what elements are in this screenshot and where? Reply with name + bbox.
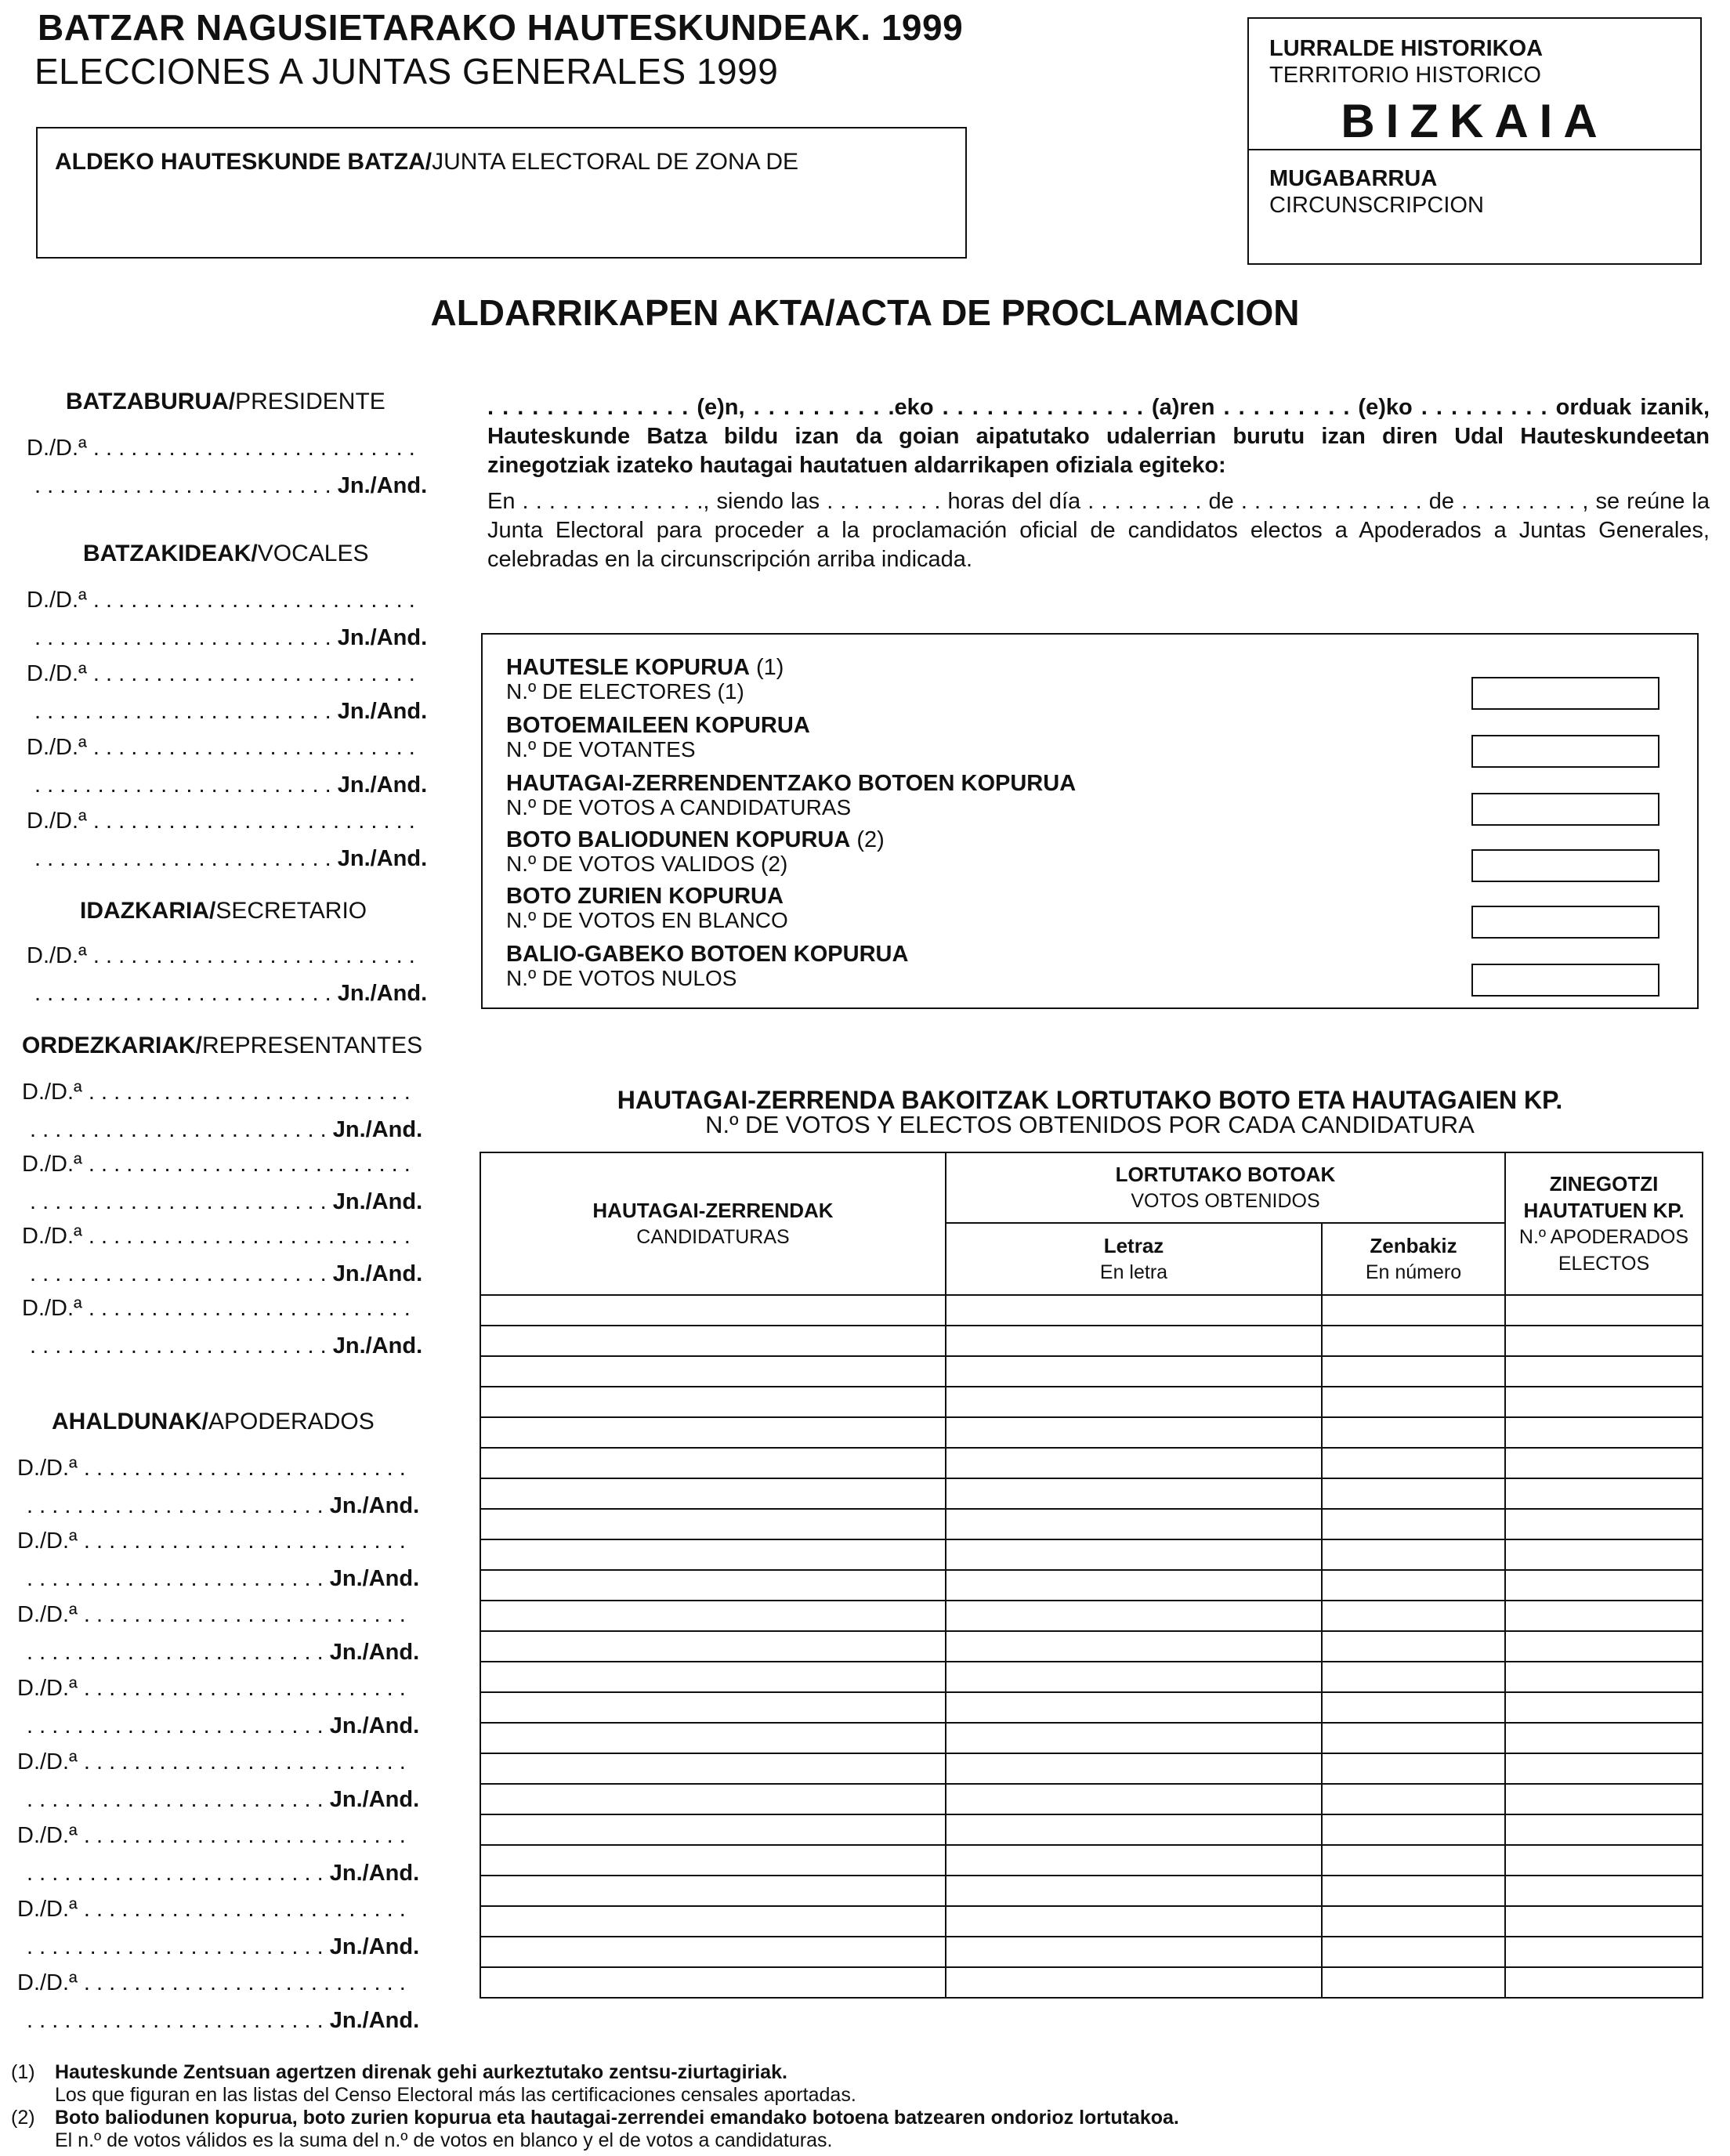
votos-letra-cell[interactable] [946, 1845, 1322, 1876]
signature-jn-label: Jn./And. [337, 699, 428, 724]
signature-jn-line[interactable] [27, 1861, 419, 1886]
intro-basque [487, 393, 1710, 480]
table-row [480, 1631, 1703, 1662]
signature-name-line[interactable]: D./D.ª . . . . . . . . . . . . . . . . . . . . . . . . . . [27, 588, 415, 613]
signature-jn-label: Jn./And. [329, 1566, 420, 1591]
votos-numero-cell[interactable] [1322, 1387, 1505, 1417]
footnote-1-es-line [11, 2084, 856, 2107]
title-basque: BATZAR NAGUSIETARAKO HAUTESKUNDEAK. 1999 [38, 7, 964, 48]
candidatura-cell[interactable] [480, 1295, 946, 1326]
signature-dots: . . . . . . . . . . . . . . . . . . . . . . . . [34, 625, 338, 650]
summary-value-field[interactable] [1471, 906, 1659, 939]
summary-label-es: N.º DE VOTOS EN BLANCO [506, 908, 788, 932]
votos-letra-cell[interactable] [946, 1570, 1322, 1601]
candidatura-cell[interactable] [480, 1417, 946, 1448]
candidatura-cell[interactable] [480, 1814, 946, 1845]
candidatura-cell[interactable] [480, 1784, 946, 1814]
summary-label-eu [506, 655, 784, 680]
votos-numero-cell[interactable] [1322, 1906, 1505, 1937]
header-letra-eu: Letraz [1103, 1234, 1164, 1257]
header-letra-es: En letra [1099, 1261, 1168, 1283]
signature-jn-line[interactable] [27, 1713, 419, 1739]
signature-jn-label: Jn./And. [329, 1493, 420, 1518]
table-row [480, 1967, 1703, 1998]
votos-letra-cell[interactable] [946, 1937, 1322, 1967]
votos-numero-cell[interactable] [1322, 1967, 1505, 1998]
territorio-name: BIZKAIA [1341, 95, 1609, 147]
table-row [480, 1539, 1703, 1570]
candidatura-cell[interactable] [480, 1387, 946, 1417]
signature-dots: . . . . . . . . . . . . . . . . . . . . . . . . [34, 473, 338, 498]
votes-table [480, 1152, 1703, 1999]
table-row [480, 1662, 1703, 1692]
table-row [480, 1387, 1703, 1417]
summary-label-eu-text: HAUTESLE KOPURUA [506, 655, 750, 680]
footnote-1 [11, 2061, 856, 2107]
territorio-box [1247, 17, 1702, 265]
table-row [480, 1601, 1703, 1631]
summary-label-eu [506, 884, 788, 909]
presidente-heading-es: PRESIDENTE [235, 389, 385, 414]
votos-numero-cell[interactable] [1322, 1784, 1505, 1814]
signature-jn-line[interactable] [34, 772, 427, 798]
vocales-heading [83, 541, 369, 567]
candidatura-cell[interactable] [480, 1662, 946, 1692]
header-candidaturas-eu: HAUTAGAI-ZERRENDAK [592, 1199, 834, 1222]
summary-value-field[interactable] [1471, 735, 1659, 768]
header-candidaturas [480, 1152, 946, 1295]
header-electos [1505, 1152, 1703, 1295]
candidatura-cell[interactable] [480, 1509, 946, 1539]
electos-cell[interactable] [1505, 1723, 1703, 1753]
summary-value-field[interactable] [1471, 793, 1659, 826]
signature-dots: . . . . . . . . . . . . . . . . . . . . . . . . [34, 981, 338, 1006]
representantes-heading [22, 1033, 422, 1059]
signature-jn-label: Jn./And. [332, 1117, 423, 1142]
footnote-2-number: (2) [11, 2107, 35, 2129]
votos-numero-cell[interactable] [1322, 1509, 1505, 1539]
candidatura-cell[interactable] [480, 1692, 946, 1723]
votos-letra-cell[interactable] [946, 1326, 1322, 1356]
table-row [480, 1753, 1703, 1784]
votos-letra-cell[interactable] [946, 1295, 1322, 1326]
votos-letra-cell[interactable] [946, 1601, 1322, 1631]
votos-letra-cell[interactable] [946, 1356, 1322, 1387]
electos-cell[interactable] [1505, 1387, 1703, 1417]
zona-label-eu: ALDEKO HAUTESKUNDE BATZA/ [55, 149, 432, 175]
signature-dots: . . . . . . . . . . . . . . . . . . . . . . . . [30, 1261, 333, 1286]
electos-cell[interactable] [1505, 1876, 1703, 1906]
summary-label-eu-note: (2) [850, 827, 885, 852]
signature-dots: . . . . . . . . . . . . . . . . . . . . . . . . [27, 1640, 330, 1665]
electos-cell[interactable] [1505, 1295, 1703, 1326]
table-row [480, 1692, 1703, 1723]
zona-label [55, 149, 798, 175]
signature-dots: . . . . . . . . . . . . . . . . . . . . . . . . [27, 1787, 330, 1812]
signature-dots: . . . . . . . . . . . . . . . . . . . . . . . . [30, 1189, 333, 1214]
acta-title: ALDARRIKAPEN AKTA/ACTA DE PROCLAMACION [430, 292, 1300, 333]
table-row [480, 1937, 1703, 1967]
signature-dots: . . . . . . . . . . . . . . . . . . . . . . . . [30, 1333, 333, 1358]
circunscripcion-label-es: CIRCUNSCRIPCION [1269, 193, 1484, 218]
electos-cell[interactable] [1505, 1356, 1703, 1387]
table-row [480, 1876, 1703, 1906]
signature-jn-line[interactable] [30, 1117, 422, 1143]
candidatura-cell[interactable] [480, 1356, 946, 1387]
footnote-2-eu-line [11, 2107, 1179, 2129]
vocales-heading-eu: BATZAKIDEAK/ [83, 541, 258, 566]
table-row [480, 1570, 1703, 1601]
candidatura-cell[interactable] [480, 1937, 946, 1967]
signature-dots: . . . . . . . . . . . . . . . . . . . . . . . . [34, 772, 338, 798]
zona-label-es: JUNTA ELECTORAL DE ZONA DE [432, 149, 798, 175]
votos-letra-cell[interactable] [946, 1753, 1322, 1784]
candidatura-cell[interactable] [480, 1478, 946, 1509]
electos-cell[interactable] [1505, 1539, 1703, 1570]
apoderados-heading-es: APODERADOS [208, 1409, 375, 1434]
intro-spanish-text: En . . . . . . . . . . . . . ., siendo las . . . . . . . . . horas del día . . . . . . . . . de . . . . . . . . . . . . . . de . . . . . . . . . , se reúne la Junta Electoral para proceder a la proclamación oficial de candidatos electos a Apoderados a Juntas Generales, celebradas en la circunscripción arriba indicada. [487, 489, 1710, 572]
signature-name-line[interactable]: D./D.ª . . . . . . . . . . . . . . . . . . . . . . . . . . [27, 943, 415, 968]
votos-numero-cell[interactable] [1322, 1417, 1505, 1448]
candidatura-cell[interactable] [480, 1845, 946, 1876]
signature-jn-label: Jn./And. [337, 473, 428, 498]
votos-letra-cell[interactable] [946, 1539, 1322, 1570]
header-electos-es-1: N.º APODERADOS [1518, 1226, 1689, 1248]
votos-numero-cell[interactable] [1322, 1845, 1505, 1876]
header-en-letra [946, 1223, 1322, 1295]
votos-letra-cell[interactable] [946, 1662, 1322, 1692]
votos-letra-cell[interactable] [946, 1509, 1322, 1539]
summary-label-eu-text: BOTO ZURIEN KOPURUA [506, 884, 784, 909]
signature-jn-line[interactable] [27, 2008, 419, 2034]
footnote-2-es: El n.º de votos válidos es la suma del n.º de votos en blanco y el de votos a candidaturas. [55, 2129, 833, 2151]
header-numero-es: En número [1365, 1261, 1462, 1283]
signature-dots: . . . . . . . . . . . . . . . . . . . . . . . . [27, 1713, 330, 1738]
summary-box [481, 633, 1699, 1009]
votos-letra-cell[interactable] [946, 1631, 1322, 1662]
votos-letra-cell[interactable] [946, 1814, 1322, 1845]
candidatura-cell[interactable] [480, 1539, 946, 1570]
header-electos-eu-2: HAUTATUEN KP. [1523, 1199, 1685, 1222]
electos-cell[interactable] [1505, 1326, 1703, 1356]
signature-jn-line[interactable] [27, 1566, 419, 1592]
signature-jn-line[interactable] [27, 1640, 419, 1666]
summary-label-es: N.º DE VOTOS VALIDOS (2) [506, 852, 788, 876]
electos-cell[interactable] [1505, 1570, 1703, 1601]
votos-numero-cell[interactable] [1322, 1814, 1505, 1845]
signature-jn-label: Jn./And. [337, 625, 428, 650]
electos-cell[interactable] [1505, 1662, 1703, 1692]
footnote-1-eu-line [11, 2061, 856, 2084]
footnote-1-number: (1) [11, 2061, 35, 2083]
secretario-heading-es: SECRETARIO [215, 898, 367, 924]
signature-name-line[interactable]: D./D.ª . . . . . . . . . . . . . . . . . . . . . . . . . . [22, 1080, 411, 1105]
electos-cell[interactable] [1505, 1417, 1703, 1448]
summary-item [506, 942, 908, 990]
votos-letra-cell[interactable] [946, 1478, 1322, 1509]
signature-dots: . . . . . . . . . . . . . . . . . . . . . . . . [27, 1493, 330, 1518]
header-votos-es: VOTOS OBTENIDOS [1131, 1190, 1320, 1212]
candidatura-cell[interactable] [480, 1601, 946, 1631]
electos-cell[interactable] [1505, 1784, 1703, 1814]
votos-numero-cell[interactable] [1322, 1448, 1505, 1478]
summary-label-es: N.º DE ELECTORES (1) [506, 679, 744, 704]
header-electos-es-2: ELECTOS [1558, 1253, 1650, 1275]
candidatura-cell[interactable] [480, 1326, 946, 1356]
signature-name-line[interactable]: D./D.ª . . . . . . . . . . . . . . . . . . . . . . . . . . [27, 661, 415, 686]
title-spanish: ELECCIONES A JUNTAS GENERALES 1999 [34, 51, 779, 92]
votos-letra-cell[interactable] [946, 1723, 1322, 1753]
table-row [480, 1509, 1703, 1539]
votos-numero-cell[interactable] [1322, 1631, 1505, 1662]
signature-name-line[interactable]: D./D.ª . . . . . . . . . . . . . . . . . . . . . . . . . . [27, 808, 415, 834]
signature-name-line[interactable]: D./D.ª . . . . . . . . . . . . . . . . . . . . . . . . . . [27, 436, 415, 461]
electos-cell[interactable] [1505, 1448, 1703, 1478]
electos-cell[interactable] [1505, 1937, 1703, 1967]
summary-label-eu [506, 771, 1076, 796]
signature-name-line[interactable]: D./D.ª . . . . . . . . . . . . . . . . . . . . . . . . . . [17, 1528, 406, 1554]
votos-letra-cell[interactable] [946, 1448, 1322, 1478]
header-numero-eu: Zenbakiz [1370, 1234, 1457, 1257]
candidatura-cell[interactable] [480, 1631, 946, 1662]
signature-jn-line[interactable] [34, 846, 427, 872]
presidente-heading [66, 389, 385, 415]
votos-numero-cell[interactable] [1322, 1753, 1505, 1784]
summary-item [506, 655, 784, 704]
signature-jn-line[interactable] [27, 1787, 419, 1813]
representantes-heading-eu: ORDEZKARIAK/ [22, 1033, 202, 1058]
signature-jn-line[interactable] [30, 1261, 422, 1287]
candidatura-cell[interactable] [480, 1448, 946, 1478]
electos-cell[interactable] [1505, 1692, 1703, 1723]
signature-jn-line[interactable] [30, 1189, 422, 1215]
candidatura-cell[interactable] [480, 1723, 946, 1753]
signature-jn-label: Jn./And. [332, 1189, 423, 1214]
table-row [480, 1417, 1703, 1448]
summary-item [506, 771, 1076, 819]
summary-item [506, 884, 788, 932]
table-row [480, 1356, 1703, 1387]
electos-cell[interactable] [1505, 1845, 1703, 1876]
votos-numero-cell[interactable] [1322, 1876, 1505, 1906]
header-electos-eu-1: ZINEGOTZI [1549, 1172, 1659, 1196]
votos-letra-cell[interactable] [946, 1784, 1322, 1814]
signature-jn-line[interactable] [34, 625, 427, 651]
signature-jn-label: Jn./And. [332, 1261, 423, 1286]
secretario-heading [80, 898, 367, 924]
signature-name-line[interactable]: D./D.ª . . . . . . . . . . . . . . . . . . . . . . . . . . [17, 1676, 406, 1701]
votos-numero-cell[interactable] [1322, 1662, 1505, 1692]
signature-jn-label: Jn./And. [329, 1861, 420, 1886]
votos-letra-cell[interactable] [946, 1967, 1322, 1998]
signature-name-line[interactable]: D./D.ª . . . . . . . . . . . . . . . . . . . . . . . . . . [22, 1296, 411, 1321]
signature-name-line[interactable]: D./D.ª . . . . . . . . . . . . . . . . . . . . . . . . . . [17, 1456, 406, 1481]
signature-name-line[interactable]: D./D.ª . . . . . . . . . . . . . . . . . . . . . . . . . . [17, 1823, 406, 1848]
summary-label-es: N.º DE VOTANTES [506, 737, 696, 761]
candidatura-cell[interactable] [480, 1906, 946, 1937]
votos-letra-cell[interactable] [946, 1876, 1322, 1906]
table-row [480, 1723, 1703, 1753]
votos-numero-cell[interactable] [1322, 1692, 1505, 1723]
votes-title-eu: HAUTAGAI-ZERRENDA BAKOITZAK LORTUTAKO BOTO ETA HAUTAGAIEN KP. [617, 1086, 1563, 1114]
signature-jn-label: Jn./And. [329, 1713, 420, 1738]
summary-value-field[interactable] [1471, 849, 1659, 882]
territorio-label-eu: LURRALDE HISTORIKOA [1269, 36, 1544, 61]
header-en-numero [1322, 1223, 1505, 1295]
summary-label-eu-text: HAUTAGAI-ZERRENDENTZAKO BOTOEN KOPURUA [506, 771, 1077, 796]
electos-cell[interactable] [1505, 1478, 1703, 1509]
signature-jn-line[interactable] [27, 1493, 419, 1519]
table-row [480, 1295, 1703, 1326]
table-row [480, 1326, 1703, 1356]
signature-jn-label: Jn./And. [329, 1640, 420, 1665]
table-row [480, 1478, 1703, 1509]
votos-numero-cell[interactable] [1322, 1570, 1505, 1601]
summary-label-eu-text: BOTOEMAILEEN KOPURUA [506, 713, 810, 738]
signature-name-line[interactable]: D./D.ª . . . . . . . . . . . . . . . . . . . . . . . . . . [27, 735, 415, 760]
candidatura-cell[interactable] [480, 1753, 946, 1784]
electos-cell[interactable] [1505, 1814, 1703, 1845]
votos-numero-cell[interactable] [1322, 1356, 1505, 1387]
summary-label-eu-note: (1) [749, 655, 784, 680]
votos-letra-cell[interactable] [946, 1387, 1322, 1417]
candidatura-cell[interactable] [480, 1570, 946, 1601]
candidatura-cell[interactable] [480, 1967, 946, 1998]
electos-cell[interactable] [1505, 1601, 1703, 1631]
representantes-heading-es: REPRESENTANTES [202, 1033, 423, 1058]
votos-letra-cell[interactable] [946, 1692, 1322, 1723]
signature-jn-label: Jn./And. [329, 1787, 420, 1812]
signature-jn-line[interactable] [34, 699, 427, 725]
signature-jn-label: Jn./And. [337, 846, 428, 871]
summary-value-field[interactable] [1471, 964, 1659, 997]
summary-item [506, 713, 810, 761]
summary-label-eu-text: BALIO-GABEKO BOTOEN KOPURUA [506, 942, 909, 967]
candidatura-cell[interactable] [480, 1876, 946, 1906]
signature-dots: . . . . . . . . . . . . . . . . . . . . . . . . [27, 2008, 330, 2033]
votos-numero-cell[interactable] [1322, 1723, 1505, 1753]
signature-name-line[interactable]: D./D.ª . . . . . . . . . . . . . . . . . . . . . . . . . . [22, 1224, 411, 1249]
table-row [480, 1784, 1703, 1814]
table-row [480, 1906, 1703, 1937]
circunscripcion-label-eu: MUGABARRUA [1269, 166, 1438, 191]
vocales-heading-es: VOCALES [257, 541, 369, 566]
zona-box [36, 127, 967, 259]
summary-item [506, 827, 885, 876]
header-votos-eu: LORTUTAKO BOTOAK [1115, 1163, 1336, 1186]
electos-cell[interactable] [1505, 1509, 1703, 1539]
votos-letra-cell[interactable] [946, 1906, 1322, 1937]
intro-basque-text: . . . . . . . . . . . . . . (e)n, . . . . . . . . . .eko . . . . . . . . . . . . . . (a)ren . . . . . . . . . (e)ko . . . . . . . . . orduak izanik, Hauteskunde Batza bildu izan da goian aipatutako udalerrian burutu izan diren Udal Hauteskundeetan zinegotziak izateko hautagai hautatuen aldarrikapen ofiziala egiteko: [487, 395, 1710, 478]
summary-value-field[interactable] [1471, 677, 1659, 710]
table-row [480, 1814, 1703, 1845]
summary-label-eu [506, 713, 810, 738]
secretario-heading-eu: IDAZKARIA/ [80, 898, 216, 924]
signature-jn-label: Jn./And. [329, 1934, 420, 1959]
signature-jn-label: Jn./And. [329, 2008, 420, 2033]
electos-cell[interactable] [1505, 1753, 1703, 1784]
signature-dots: . . . . . . . . . . . . . . . . . . . . . . . . [27, 1934, 330, 1959]
signature-name-line[interactable]: D./D.ª . . . . . . . . . . . . . . . . . . . . . . . . . . [17, 1602, 406, 1627]
intro-spanish [487, 487, 1710, 574]
signature-jn-line[interactable] [27, 1934, 419, 1960]
summary-label-eu-text: BOTO BALIODUNEN KOPURUA [506, 827, 851, 852]
apoderados-heading [52, 1409, 375, 1435]
footnote-1-eu: Hauteskunde Zentsuan agertzen direnak gehi aurkeztutako zentsu-ziurtagiriak. [55, 2061, 787, 2083]
electos-cell[interactable] [1505, 1906, 1703, 1937]
territorio-label-es: TERRITORIO HISTORICO [1269, 63, 1541, 88]
votos-numero-cell[interactable] [1322, 1326, 1505, 1356]
signature-jn-label: Jn./And. [337, 981, 428, 1006]
summary-label-eu [506, 942, 908, 967]
header-candidaturas-es: CANDIDATURAS [636, 1226, 790, 1248]
signature-name-line[interactable]: D./D.ª . . . . . . . . . . . . . . . . . . . . . . . . . . [22, 1152, 411, 1177]
signature-name-line[interactable]: D./D.ª . . . . . . . . . . . . . . . . . . . . . . . . . . [17, 1970, 406, 1995]
signature-dots: . . . . . . . . . . . . . . . . . . . . . . . . [30, 1117, 333, 1142]
table-row [480, 1845, 1703, 1876]
summary-label-es: N.º DE VOTOS NULOS [506, 966, 737, 990]
votos-numero-cell[interactable] [1322, 1539, 1505, 1570]
table-row [480, 1448, 1703, 1478]
footnote-2 [11, 2107, 1179, 2152]
signature-dots: . . . . . . . . . . . . . . . . . . . . . . . . [27, 1861, 330, 1886]
summary-label-es: N.º DE VOTOS A CANDIDATURAS [506, 795, 852, 819]
votos-numero-cell[interactable] [1322, 1478, 1505, 1509]
votos-numero-cell[interactable] [1322, 1601, 1505, 1631]
summary-label-eu [506, 827, 885, 852]
footnote-2-es-line [11, 2129, 1179, 2152]
signature-jn-line[interactable] [30, 1333, 422, 1359]
footnote-1-es: Los que figuran en las listas del Censo Electoral más las certificaciones censales aportadas. [55, 2084, 856, 2106]
electos-cell[interactable] [1505, 1967, 1703, 1998]
electos-cell[interactable] [1505, 1631, 1703, 1662]
signature-jn-line[interactable] [34, 473, 427, 499]
signature-dots: . . . . . . . . . . . . . . . . . . . . . . . . [34, 846, 338, 871]
header-votos-obtenidos [946, 1152, 1505, 1223]
signature-dots: . . . . . . . . . . . . . . . . . . . . . . . . [27, 1566, 330, 1591]
signature-jn-line[interactable] [34, 981, 427, 1007]
signature-jn-label: Jn./And. [337, 772, 428, 798]
presidente-heading-eu: BATZABURUA/ [66, 389, 236, 414]
signature-name-line[interactable]: D./D.ª . . . . . . . . . . . . . . . . . . . . . . . . . . [17, 1749, 406, 1774]
votos-numero-cell[interactable] [1322, 1295, 1505, 1326]
votos-letra-cell[interactable] [946, 1417, 1322, 1448]
signature-jn-label: Jn./And. [332, 1333, 423, 1358]
votes-title-es: N.º DE VOTOS Y ELECTOS OBTENIDOS POR CADA CANDIDATURA [705, 1111, 1475, 1138]
apoderados-heading-eu: AHALDUNAK/ [52, 1409, 208, 1434]
signature-dots: . . . . . . . . . . . . . . . . . . . . . . . . [34, 699, 338, 724]
footnote-2-eu: Boto baliodunen kopurua, boto zurien kopurua eta hautagai-zerrendei emandako botoena batzearen ondorioz lortutakoa. [55, 2107, 1179, 2129]
votos-numero-cell[interactable] [1322, 1937, 1505, 1967]
signature-name-line[interactable]: D./D.ª . . . . . . . . . . . . . . . . . . . . . . . . . . [17, 1897, 406, 1922]
territorio-divider [1249, 149, 1700, 150]
